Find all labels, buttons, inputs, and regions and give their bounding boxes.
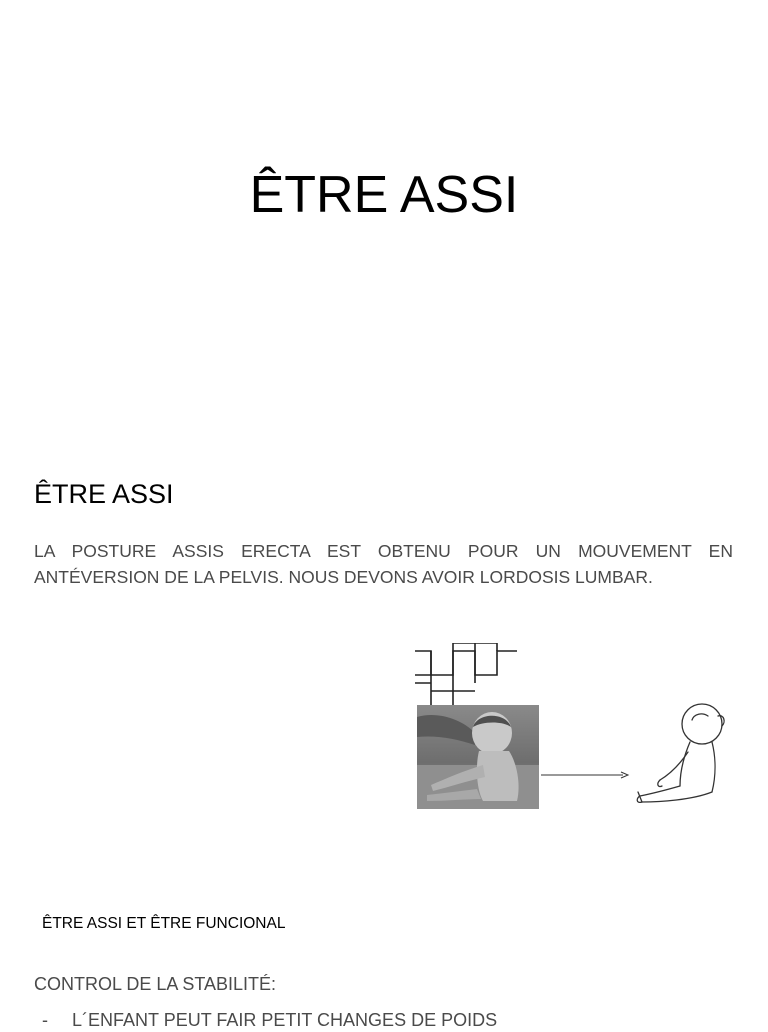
bullet-item [42, 1008, 497, 1032]
bullet-marker: - [42, 1010, 48, 1030]
section-heading: ÊTRE ASSI [34, 479, 174, 509]
arrow-right-icon [539, 768, 631, 782]
section-label: CONTROL DE LA STABILITÉ: [34, 974, 277, 994]
baby-sitting-photo-icon [417, 705, 539, 809]
body-paragraph: LA POSTURE ASSIS ERECTA EST OBTENU POUR UN MOUVEMENT EN ANTÉVERSION DE LA PELVIS. NOUS DEVONS AVOIR LORDOSIS LUMBAR. [34, 541, 733, 587]
bullet-text: L´ENFANT PEUT FAIR PETIT CHANGES DE POIDS [72, 1010, 498, 1030]
stair-grid-figure-icon [413, 643, 519, 707]
section-heading-2: ÊTRE ASSI ET ÊTRE FUNCIONAL [42, 915, 286, 932]
slide-title: ÊTRE ASSI [249, 166, 519, 224]
baby-sitting-line-drawing-icon [630, 700, 730, 810]
